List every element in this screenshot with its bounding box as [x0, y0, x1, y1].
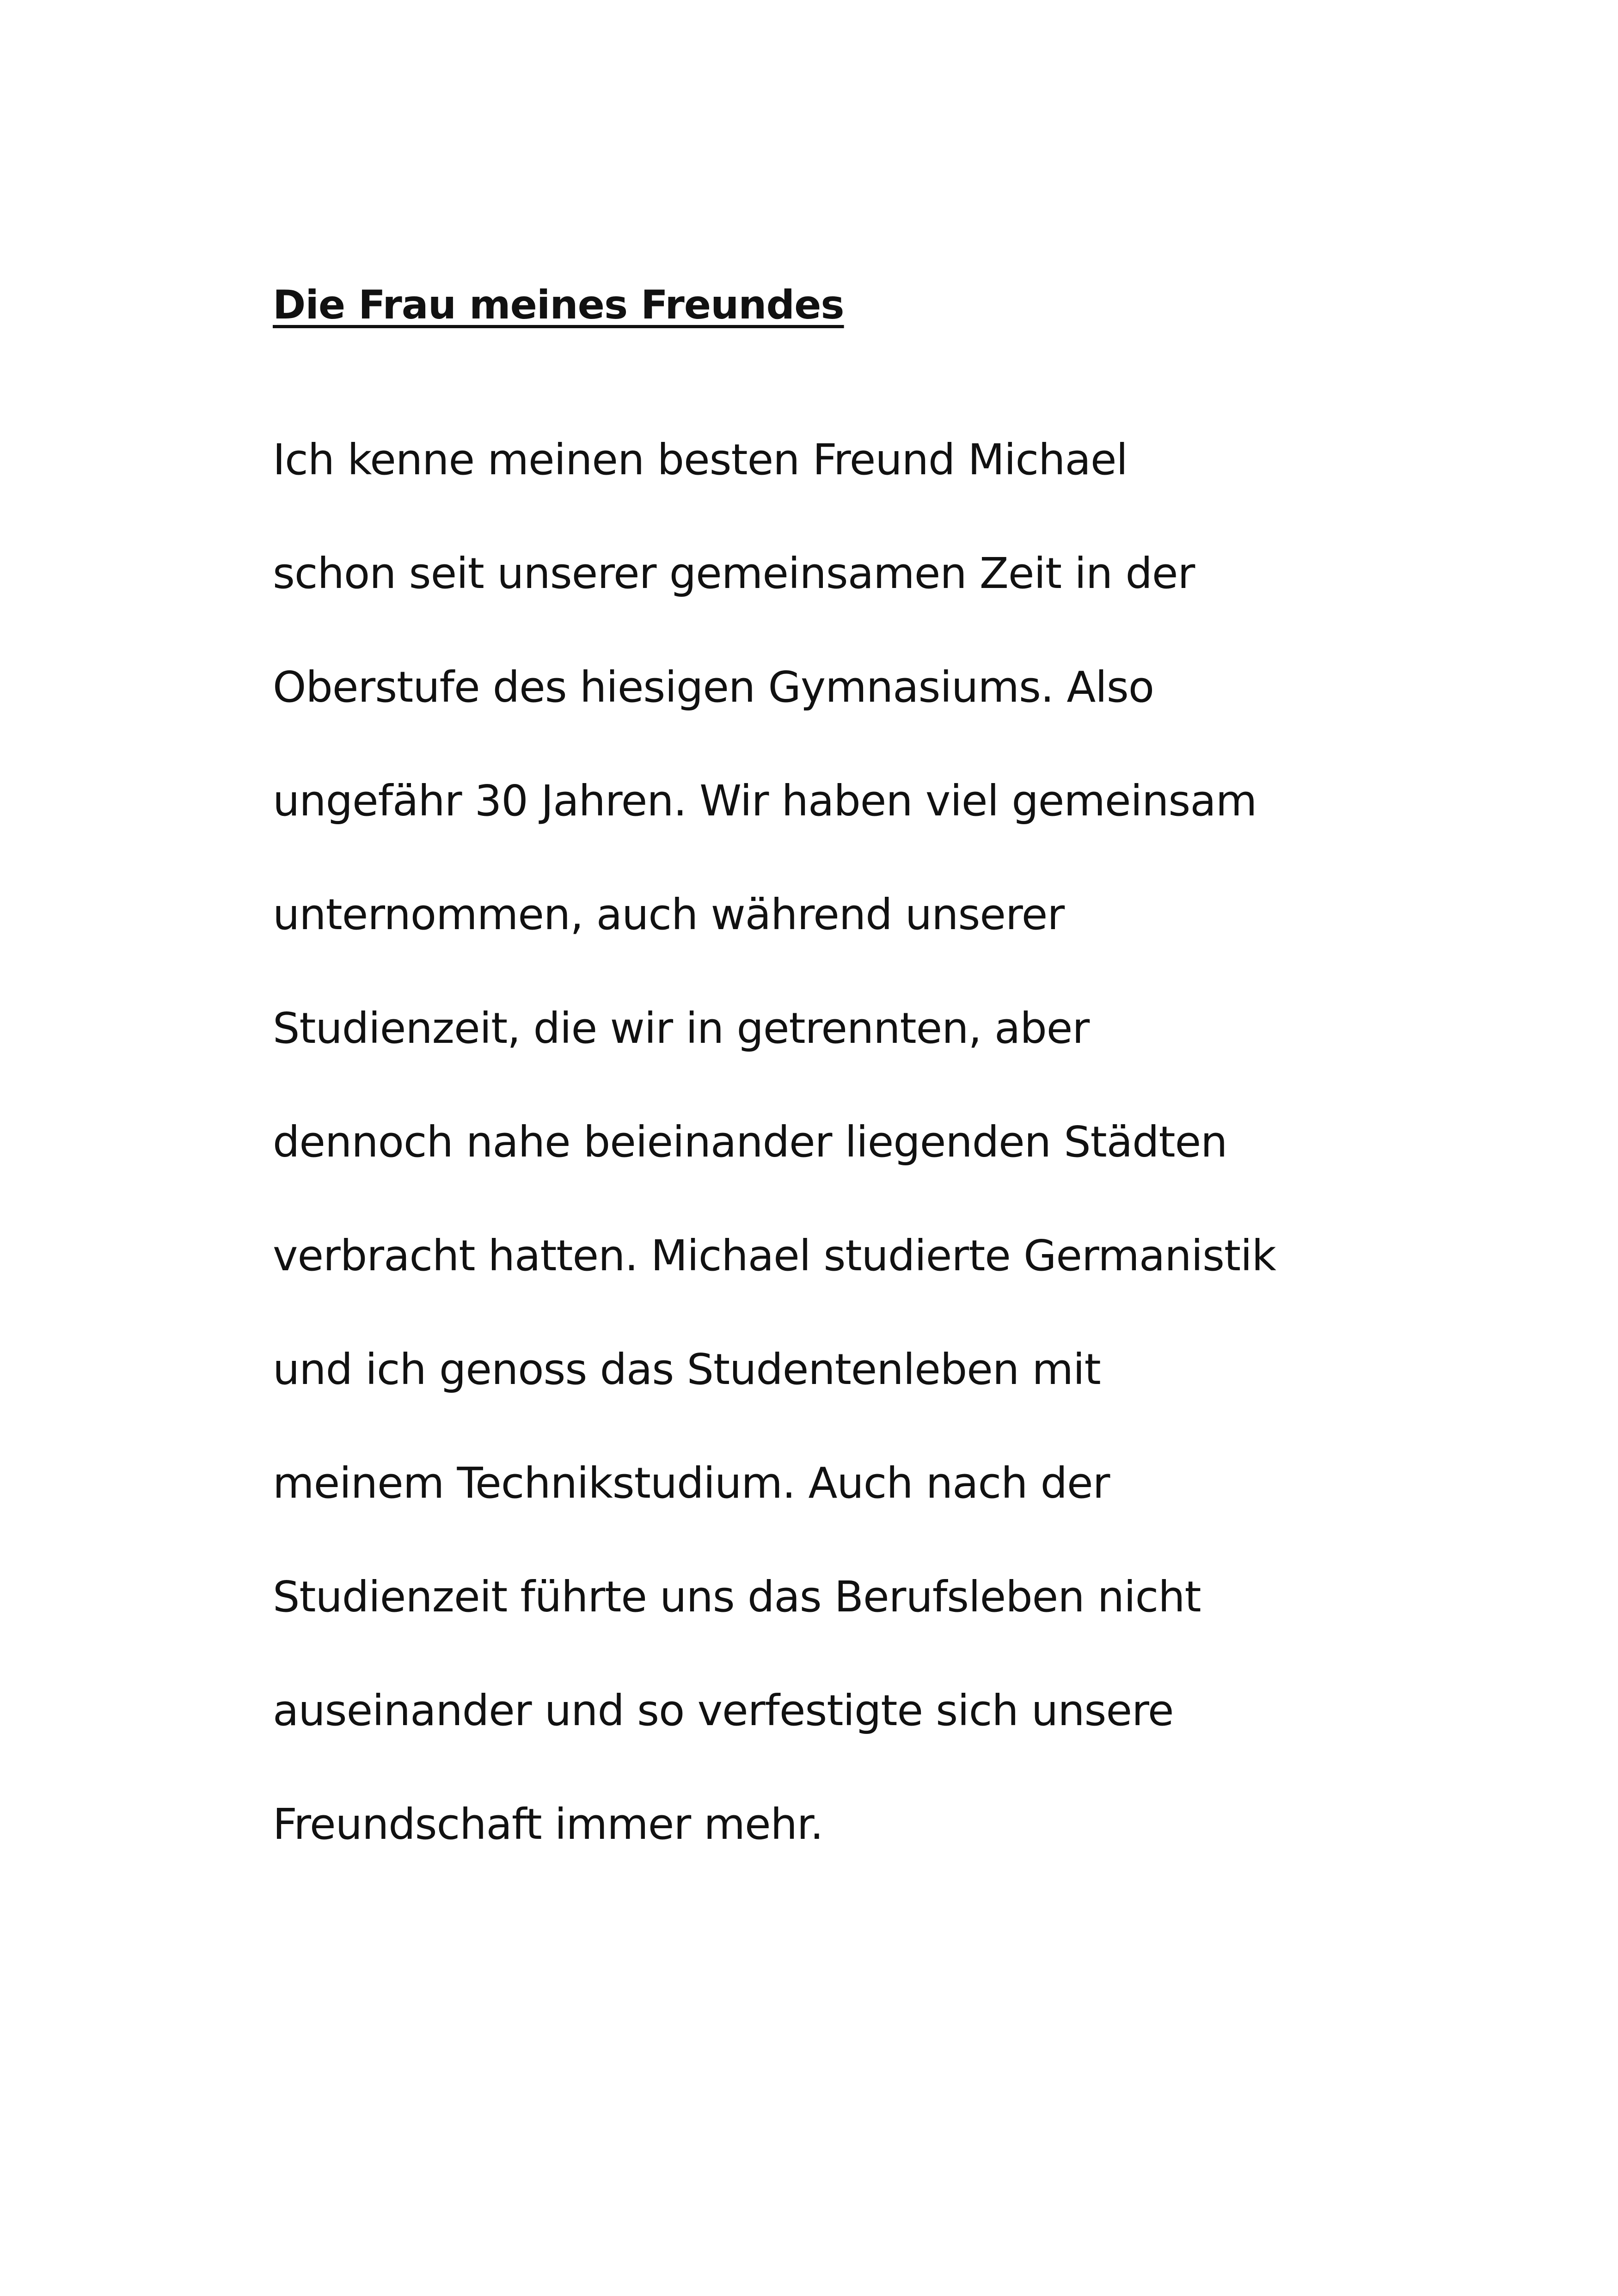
text-line: ungefähr 30 Jahren. Wir haben viel gemeinsam [273, 776, 1257, 826]
text-line: meinem Technikstudium. Auch nach der [273, 1458, 1110, 1508]
text-line: dennoch nahe beieinander liegenden Städten [273, 1117, 1227, 1167]
text-line: Ich kenne meinen besten Freund Michael [273, 435, 1128, 484]
text-line: verbracht hatten. Michael studierte Germanistik [273, 1231, 1276, 1280]
text-line: Studienzeit, die wir in getrennten, aber [273, 1004, 1090, 1053]
text-line: und ich genoss das Studentenleben mit [273, 1345, 1101, 1394]
document-body [273, 425, 1521, 1904]
document-title: Die Frau meines Freundes [273, 282, 844, 328]
text-line: auseinander und so verfestigte sich unsere [273, 1686, 1174, 1735]
text-line: unternommen, auch während unserer [273, 890, 1065, 939]
text-line: Studienzeit führte uns das Berufsleben nicht [273, 1572, 1201, 1622]
text-line: Oberstufe des hiesigen Gymnasiums. Also [273, 662, 1154, 712]
text-line: Freundschaft immer mehr. [273, 1800, 823, 1849]
text-line: schon seit unserer gemeinsamen Zeit in der [273, 549, 1195, 598]
